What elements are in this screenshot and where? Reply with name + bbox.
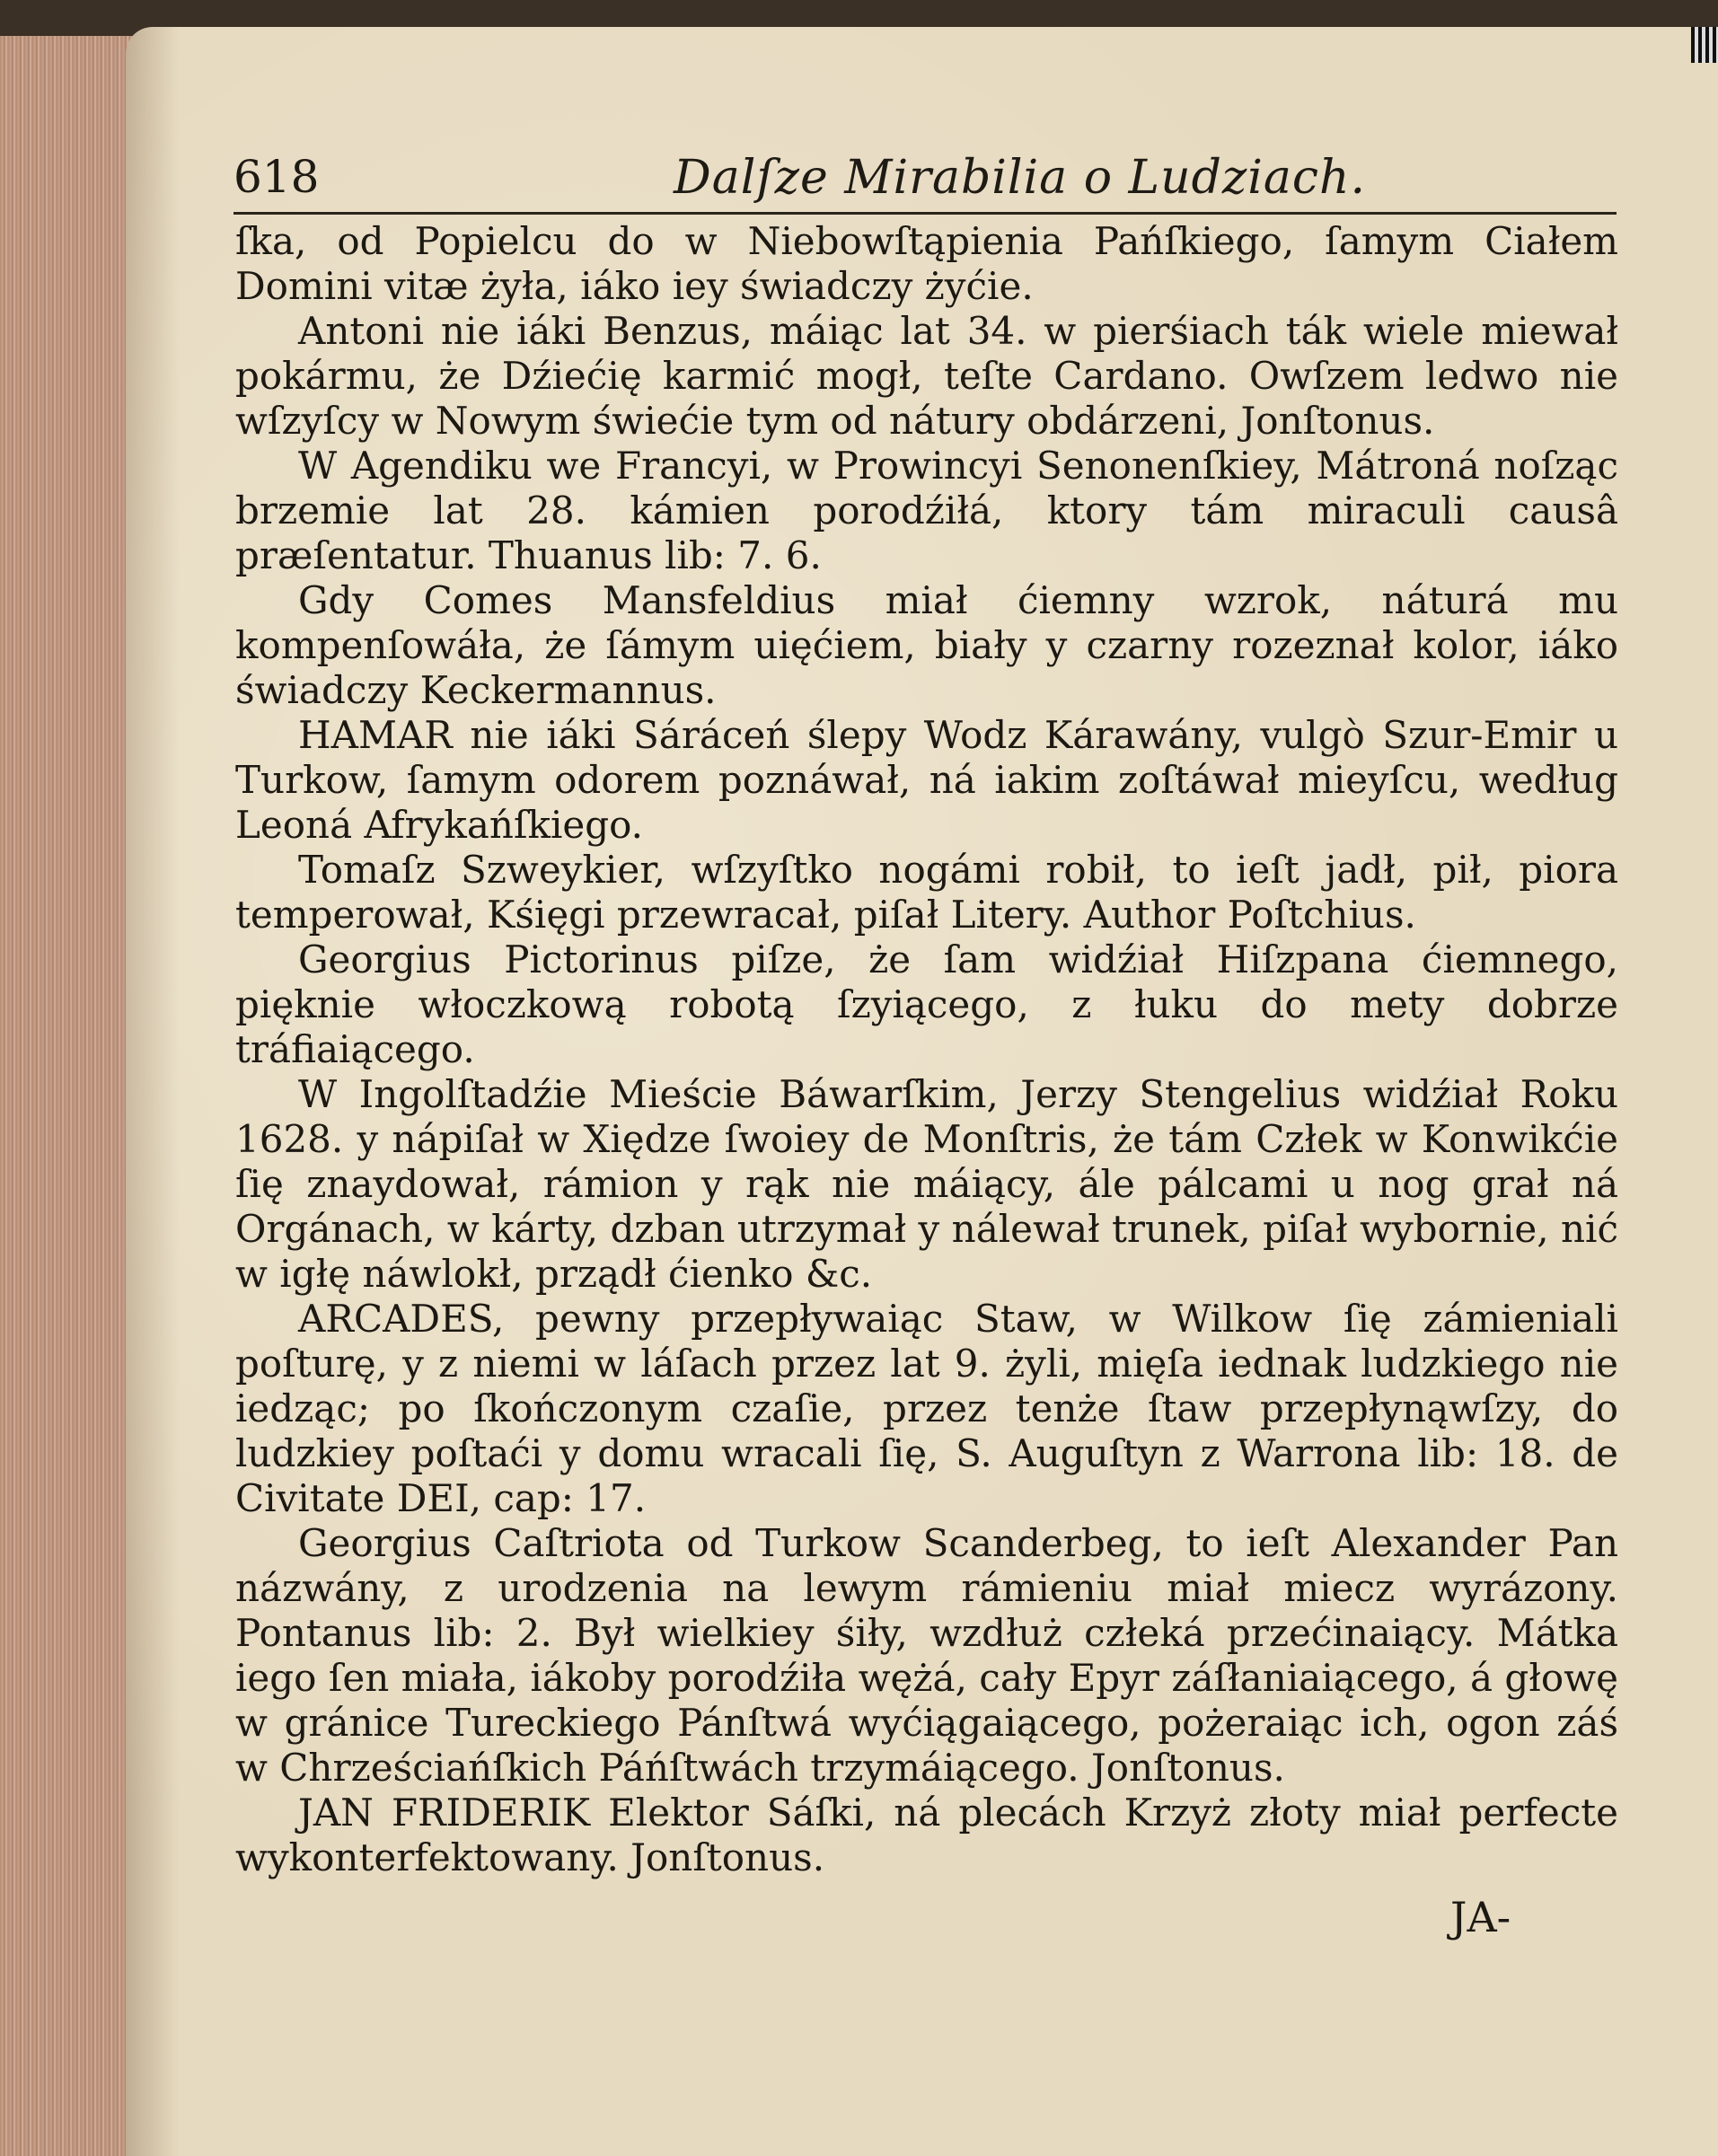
paragraph: JAN FRIDERIK Elektor Sáſki, ná plecách Krzyż złoty miał perfecte wykonterfektowany. Jonſtonus. [235,1791,1618,1879]
book-page-edges [0,36,135,2156]
scan-color-bar [1691,27,1718,63]
paragraph: Gdy Comes Mansfeldius miał ćiemny wzrok, náturá mu kompenſowáła, że ſámym uięćiem, biały y czarny rozeznał kolor, iáko świadczy Keckermannus. [235,578,1618,712]
paragraph: Georgius Pictorinus piſze, że ſam widźiał Hiſzpana ćiemnego, pięknie włoczkową robotą ſzyiącego, z łuku do mety dobrze tráfiaiącego. [235,937,1618,1071]
text-body [235,219,1618,1880]
page-header [233,151,1617,210]
catchword: JA- [1450,1893,1511,1941]
page-number: 618 [233,151,320,203]
running-title: Dalſze Mirabilia o Ludziach. [674,151,1367,205]
paragraph: Georgius Caſtriota od Turkow Scanderbeg, to ieſt Alexander Pan názwány, z urodzenia na lewym rámieniu miał miecz wyrázony. Pontanus lib: 2. Był wielkiey śiły, wzdłuż człeká przećinaiący. Mátka iego ſen miała, iákoby porodźiła wężá, cały Epyr záſłaniaiącego, á głowę w gránice Tureckiego Pánſtwá wyćiągaiącego, pożeraiąc ich, ogon záś w Chrześciańſkich Páńſtwách trzymáiącego. Jonſtonus. [235,1521,1618,1790]
paragraph: Tomaſz Szweykier, wſzyſtko nogámi robił, to ieſt jadł, pił, piora temperował, Kśięgi przewracał, piſał Litery. Author Poſtchius. [235,848,1618,937]
paragraph: ARCADES, pewny przepływaiąc Staw, w Wilkow ſię zámieniali poſturę, y z niemi w láſach przez lat 9. żyli, mięſa iednak ludzkiego nie iedząc; po ſkończonym czaſie, przez tenże ſtaw przepłynąwſzy, do ludzkiey poſtaći y domu wracali ſię, S. Auguſtyn z Warrona lib: 18. de Civitate DEI, cap: 17. [235,1297,1618,1520]
paragraph: W Agendiku we Francyi, w Prowincyi Senonenſkiey, Mátroná noſząc brzemie lat 28. kámien porodźiłá, ktory tám miraculi causâ præſentatur. Thuanus lib: 7. 6. [235,444,1618,577]
paragraph: HAMAR nie iáki Sáráceń ślepy Wodz Kárawány, vulgò Szur-Emir u Turkow, ſamym odorem poznáwał, ná iakim zoſtáwał mieyſcu, według Leoná Afrykańſkiego. [235,713,1618,847]
header-rule [233,212,1617,215]
paragraph: ſka, od Popielcu do w Niebowſtąpienia Pańſkiego, ſamym Ciałem Domini vitæ żyła, iáko iey świadczy żyćie. [235,219,1618,308]
paragraph: Antoni nie iáki Benzus, máiąc lat 34. w pierśiach ták wiele miewał pokármu, że Dźiećię karmić mogł, teſte Cardano. Owſzem ledwo nie wſzyſcy w Nowym świećie tym od nátury obdárzeni, Jonſtonus. [235,309,1618,443]
paragraph: W Ingolſtadźie Mieście Báwarſkim, Jerzy Stengelius widźiał Roku 1628. y nápiſał w Xiędze ſwoiey de Monſtris, że tám Człek w Konwikćie ſię znaydował, rámion y rąk nie máiący, ále pálcami u nog grał ná Orgánach, w kárty, dzban utrzymał y nálewał trunek, piſał wybornie, nić w igłę náwlokł, prządł ćienko &c. [235,1072,1618,1296]
